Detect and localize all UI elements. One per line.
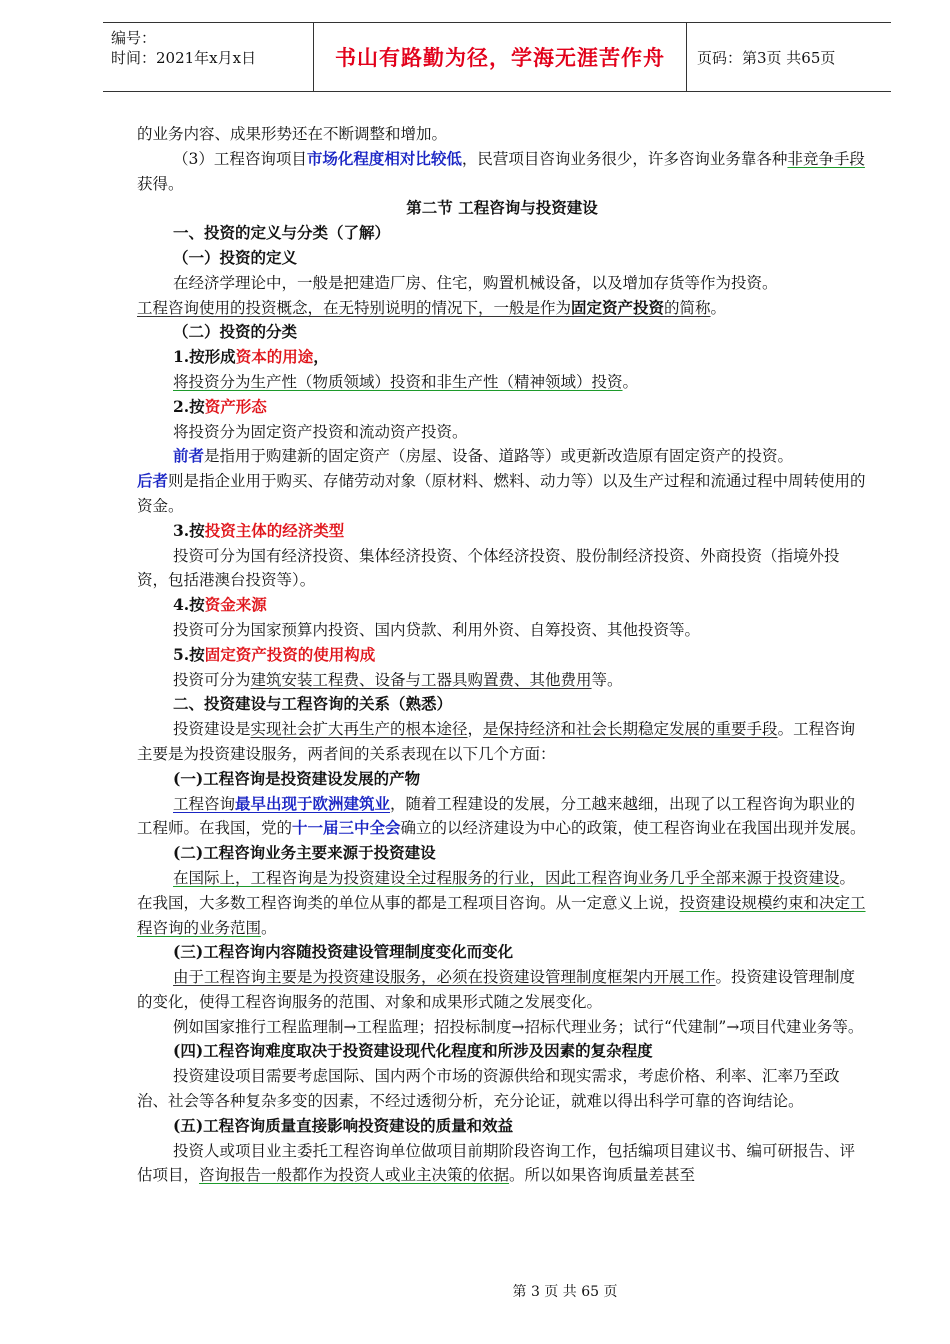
document-body (137, 122, 867, 1188)
subheading: (三)工程咨询内容随投资建设管理制度变化而变化 (173, 942, 514, 962)
section-title: 第二节 工程咨询与投资建设 (406, 198, 598, 218)
paragraph: 投资人或项目业主委托工程咨询单位做项目前期阶段咨询工作，包括编项目建议书、编可研报告、评估项目，咨询报告一般都作为投资人或业主决策的依据。所以如果咨询质量差甚至 (137, 1141, 856, 1185)
subheading: (四)工程咨询难度取决于投资建设现代化程度和所涉及因素的复杂程度 (173, 1041, 653, 1061)
paragraph: 后者则是指企业用于购买、存储劳动对象（原材料、燃料、动力等）以及生产过程和流通过程中周转使用的资金。 (137, 471, 866, 515)
heading: 一、投资的定义与分类（了解） (173, 223, 391, 243)
serial-number: 编号： (111, 29, 157, 47)
category-heading: 4.按资金来源 (173, 595, 267, 615)
paragraph: 的业务内容、成果形势还在不断调整和增加。 (137, 125, 448, 143)
header-table (103, 22, 891, 92)
paragraph: 投资可分为国家预算内投资、国内贷款、利用外资、自筹投资、其他投资等。 (173, 620, 701, 639)
paragraph: 投资建设是实现社会扩大再生产的根本途径，是保持经济和社会长期稳定发展的重要手段。工程咨询主要是为投资建设服务，两者间的关系表现在以下几个方面： (137, 720, 856, 763)
paragraph: 投资可分为建筑安装工程费、设备与工器具购置费、其他费用等。 (173, 670, 623, 689)
paragraph: 在经济学理论中，一般是把建造厂房、住宅，购置机械设备，以及增加存货等作为投资。 (173, 273, 778, 292)
page-info: 页码：第3页 共65页 (697, 48, 836, 67)
category-heading: 1.按形成资本的用途， (173, 347, 329, 367)
category-heading: 2.按资产形态 (173, 396, 267, 416)
paragraph: 由于工程咨询主要是为投资建设服务，必须在投资建设管理制度框架内开展工作。投资建设管理制度的变化，使得工程咨询服务的范围、对象和成果形式随之发展变化。 (137, 968, 856, 1011)
paragraph: 将投资分为生产性（物质领域）投资和非生产性（精神领域）投资。 (173, 372, 639, 391)
paragraph: 工程咨询使用的投资概念，在无特别说明的情况下，一般是作为固定资产投资的简称。 (137, 297, 727, 317)
subheading: （二）投资的分类 (173, 322, 298, 342)
paragraph: 例如国家推行工程监理制→工程监理；招投标制度→招标代理业务；试行“代建制”→项目代建业务等。 (173, 1017, 864, 1036)
paragraph: 将投资分为固定资产投资和流动资产投资。 (173, 422, 468, 441)
subheading: (五)工程咨询质量直接影响投资建设的质量和效益 (173, 1115, 514, 1135)
paragraph: （3）工程咨询项目市场化程度相对比较低，民营项目咨询业务很少，许多咨询业务靠各种非竞争手段获得。 (137, 148, 865, 193)
subheading: （一）投资的定义 (173, 247, 298, 267)
paragraph: 投资建设项目需要考虑国际、国内两个市场的资源供给和现实需求，考虑价格、利率、汇率乃至政治、社会等各种复杂多变的因素，不经过透彻分析，充分论证，就难以得出科学可靠的咨询结论。 (137, 1067, 840, 1111)
page-footer: 第 3 页 共 65 页 (512, 1284, 618, 1300)
category-heading: 3.按投资主体的经济类型 (173, 520, 345, 540)
paragraph: 工程咨询最早出现于欧洲建筑业，随着工程建设的发展，分工越来越细，出现了以工程咨询为职业的工程师。在我国，党的十一届三中全会确立的以经济建设为中心的政策，使工程咨询业在我国出现并发展。 (137, 793, 866, 838)
paragraph: 投资可分为国有经济投资、集体经济投资、个体经济投资、股份制经济投资、外商投资（指境外投资，包括港澳台投资等）。 (137, 546, 840, 590)
subheading: (一)工程咨询是投资建设发展的产物 (173, 768, 421, 788)
category-heading: 5.按固定资产投资的使用构成 (173, 644, 376, 664)
paragraph: 在国际上，工程咨询是为投资建设全过程服务的行业，因此工程咨询业务几乎全部来源于投资建设。在我国，大多数工程咨询类的单位从事的都是工程项目咨询。从一定意义上说，投资建设规模约束和决定工程咨询的业务范围。 (137, 868, 866, 937)
paragraph: 前者是指用于购建新的固定资产（房屋、设备、道路等）或更新改造原有固定资产的投资。 (173, 446, 794, 466)
header-meta (103, 23, 314, 91)
heading: 二、投资建设与工程咨询的关系（熟悉） (173, 694, 453, 714)
date-line: 时间：2021年x月x日 (111, 49, 257, 67)
subheading: (二)工程咨询业务主要来源于投资建设 (173, 843, 436, 863)
motto: 书山有路勤为径，学海无涯苦作舟 (314, 23, 687, 91)
